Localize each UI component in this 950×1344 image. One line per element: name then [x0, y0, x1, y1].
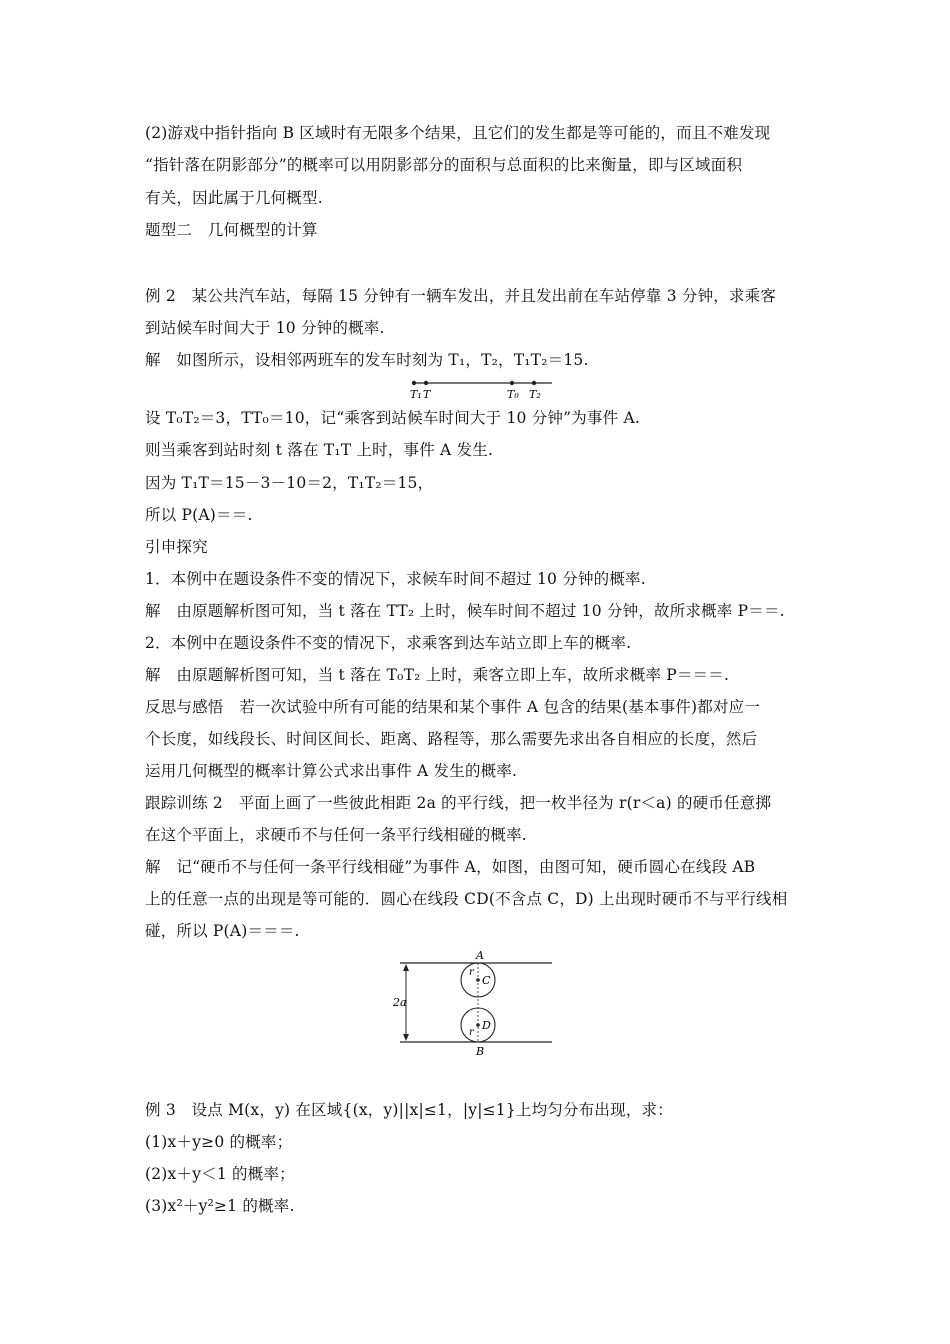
- solution-line: 所以 P(A)＝＝.: [145, 506, 253, 524]
- solution-line: 设 T₀T₂＝3，TT₀＝10，记“乘客到站候车时间大于 10 分钟”为事件 A.: [145, 409, 640, 427]
- question-line: (2)x＋y＜1 的概率；: [145, 1165, 295, 1183]
- extension-question: 1．本例中在题设条件不变的情况下，求候车时间不超过 10 分钟的概率.: [145, 570, 646, 588]
- label-c: C: [482, 974, 491, 987]
- timeline-figure: [400, 374, 560, 402]
- paragraph-line: (2)游戏中指针指向 B 区域时有无限多个结果，且它们的发生都是等可能的，而且不难发现: [145, 124, 771, 142]
- point-d: [476, 1023, 480, 1027]
- solution-line: 上的任意一点的出现是等可能的．圆心在线段 CD(不含点 C，D) 上出现时硬币不与平行线相: [145, 890, 788, 908]
- label-t2: T₂: [529, 388, 541, 401]
- point-c: [476, 978, 480, 982]
- coin-parallel-lines-figure: [380, 947, 560, 1059]
- training-line: 在这个平面上，求硬币不与任何一条平行线相碰的概率.: [145, 826, 527, 844]
- extension-answer: 解 由原题解析图可知，当 t 落在 T₀T₂ 上时，乘客立即上车，故所求概率 P＝＝＝.: [145, 666, 730, 684]
- reflection-line: 个长度，如线段长、时间区间长、距离、路程等，那么需要先求出各自相应的长度，然后: [145, 730, 758, 748]
- training-line: 跟踪训练 2 平面上画了一些彼此相距 2a 的平行线，把一枚半径为 r(r＜a) 的硬币任意掷: [145, 794, 772, 812]
- section-heading: 题型二 几何概型的计算: [145, 221, 318, 239]
- label-a: A: [476, 949, 484, 962]
- solution-line: 碰，所以 P(A)＝＝＝.: [145, 922, 300, 940]
- label-b: B: [476, 1045, 485, 1058]
- label-t: T: [423, 388, 431, 401]
- example-line: 到站候车时间大于 10 分钟的概率.: [145, 319, 385, 337]
- point-t0: [510, 381, 514, 385]
- example-line: 例 2 某公共汽车站，每隔 15 分钟有一辆车发出，并且发出前在车站停靠 3 分钟，求乘客: [145, 287, 777, 305]
- extension-answer: 解 由原题解析图可知，当 t 落在 TT₂ 上时，候车时间不超过 10 分钟，故所求概率 P＝＝.: [145, 602, 785, 620]
- point-t: [424, 381, 428, 385]
- question-line: (3)x²＋y²≥1 的概率.: [145, 1197, 295, 1215]
- label-r-top: r: [469, 967, 474, 978]
- label-2a: 2a: [393, 996, 407, 1009]
- paragraph-line: “指针落在阴影部分”的概率可以用阴影部分的面积与总面积的比来衡量，即与区域面积: [145, 156, 743, 174]
- arrow-head-top: [403, 964, 409, 971]
- solution-line: 解 记“硬币不与任何一条平行线相碰”为事件 A，如图，由图可知，硬币圆心在线段 AB: [145, 858, 756, 876]
- paragraph-line: 有关，因此属于几何概型.: [145, 189, 323, 207]
- arrow-head-bottom: [403, 1034, 409, 1041]
- solution-line: 则当乘客到站时刻 t 落在 T₁T 上时，事件 A 发生.: [145, 441, 494, 459]
- extension-title: 引申探究: [145, 538, 208, 556]
- question-line: (1)x＋y≥0 的概率；: [145, 1133, 293, 1151]
- label-d: D: [482, 1019, 491, 1032]
- reflection-line: 反思与感悟 若一次试验中所有可能的结果和某个事件 A 包含的结果(基本事件)都对应一: [145, 698, 761, 716]
- point-t2: [532, 381, 536, 385]
- label-t1: T₁: [410, 388, 422, 401]
- solution-line: 因为 T₁T＝15－3－10＝2，T₁T₂＝15，: [145, 474, 434, 492]
- point-t1: [412, 381, 416, 385]
- reflection-line: 运用几何概型的概率计算公式求出事件 A 发生的概率.: [145, 762, 518, 780]
- example-line: 例 3 设点 M(x，y) 在区域{(x，y)||x|≤1，|y|≤1}上均匀分布出现，求：: [145, 1101, 673, 1119]
- label-r-bottom: r: [469, 1027, 474, 1038]
- extension-question: 2．本例中在题设条件不变的情况下，求乘客到达车站立即上车的概率.: [145, 634, 632, 652]
- label-t0: T₀: [507, 388, 519, 401]
- solution-line: 解 如图所示，设相邻两班车的发车时刻为 T₁，T₂，T₁T₂＝15.: [145, 351, 589, 369]
